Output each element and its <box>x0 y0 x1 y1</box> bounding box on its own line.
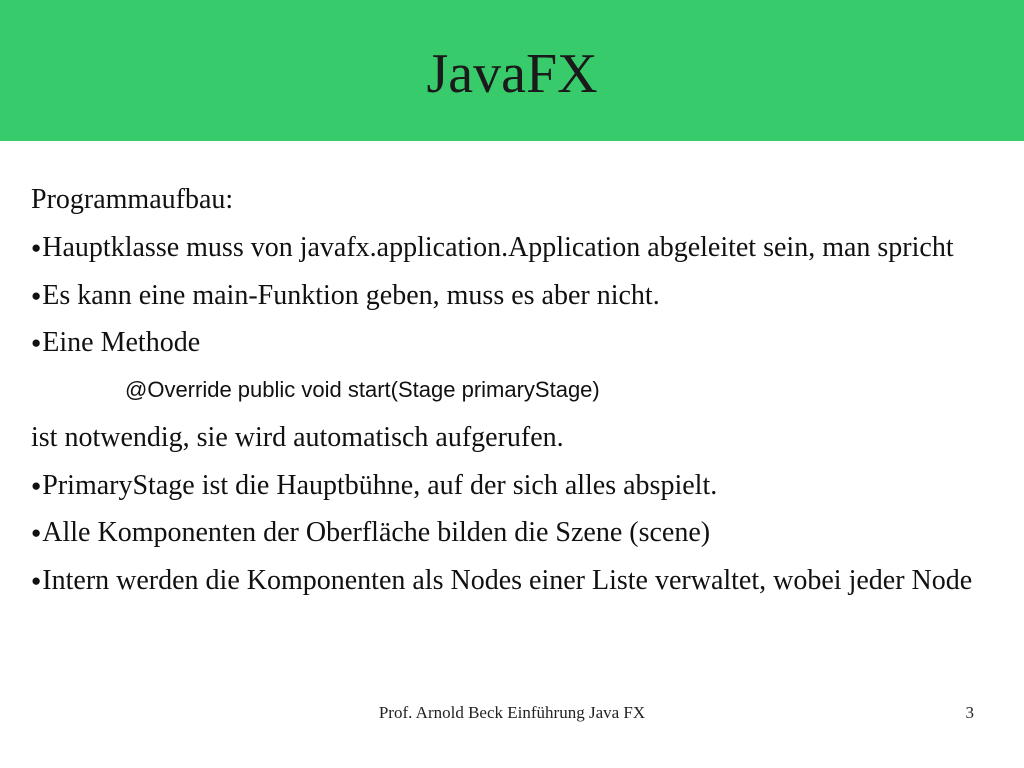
bullet-icon: ● <box>31 333 42 352</box>
list-item-text: Alle Komponenten der Oberfläche bilden die Szene (scene) <box>42 517 711 548</box>
section-heading: Programmaufbau: <box>31 184 234 215</box>
bullet-icon: ● <box>31 476 42 495</box>
list-item <box>31 230 954 266</box>
list-item-text: Eine Methode <box>42 327 201 358</box>
bullet-icon: ● <box>31 523 42 542</box>
bullet-icon: ● <box>31 286 42 305</box>
code-snippet: @Override public void start(Stage primaryStage) <box>125 377 600 402</box>
list-item-text: Hauptklasse muss von javafx.application.Application abgeleitet sein, man spricht <box>42 232 954 263</box>
list-item <box>31 563 972 599</box>
list-item <box>31 515 710 551</box>
list-item-text: Es kann eine main-Funktion geben, muss es aber nicht. <box>42 280 660 311</box>
list-item <box>31 468 717 504</box>
list-item <box>31 325 200 361</box>
page-number: 3 <box>965 703 974 722</box>
continuation-text: ist notwendig, sie wird automatisch aufgerufen. <box>31 422 564 453</box>
bullet-icon: ● <box>31 571 42 590</box>
bullet-icon: ● <box>31 238 42 257</box>
list-item <box>31 278 660 314</box>
list-item-text: Intern werden die Komponenten als Nodes einer Liste verwaltet, wobei jeder Node <box>42 565 973 596</box>
slide-title: JavaFX <box>426 43 598 105</box>
footer-text: Prof. Arnold Beck Einführung Java FX <box>378 703 646 722</box>
list-item-text: PrimaryStage ist die Hauptbühne, auf der sich alles abspielt. <box>42 470 718 501</box>
